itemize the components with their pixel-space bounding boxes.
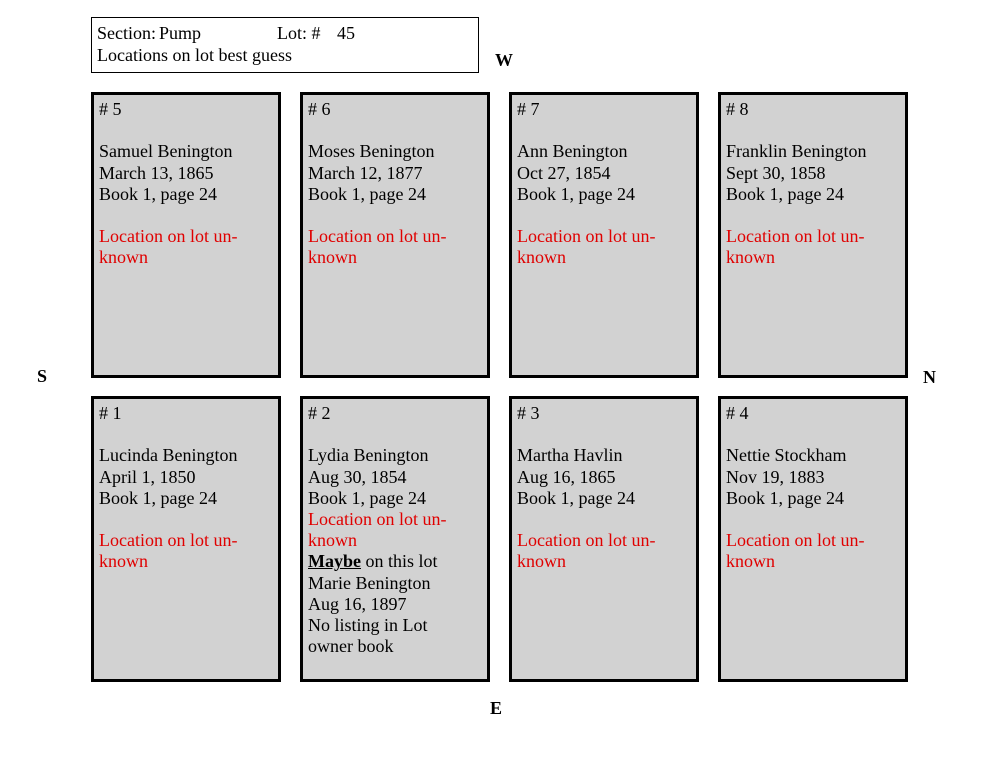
- extra-name: Marie Benington: [308, 572, 431, 593]
- plot-8: [718, 92, 908, 378]
- plot-date: Nov 19, 1883: [726, 466, 825, 487]
- compass-east: E: [490, 698, 503, 718]
- plot-location: Location on lot un-: [517, 530, 656, 551]
- lot-label: Lot: #: [277, 23, 321, 43]
- spacer: [517, 120, 691, 141]
- section-label: Section:: [97, 23, 156, 43]
- plot-name: Moses Benington: [308, 141, 435, 162]
- plot-location-cont: known: [308, 247, 357, 268]
- plot-number: # 3: [517, 403, 540, 423]
- maybe-line: [308, 551, 482, 572]
- plot-7: [509, 92, 699, 378]
- spacer: [308, 120, 482, 141]
- plot-name: Samuel Benington: [99, 141, 233, 162]
- plot-number: # 6: [308, 99, 331, 119]
- maybe-label: Maybe: [308, 551, 361, 572]
- plot-location-cont: known: [726, 551, 775, 572]
- plot-location: Location on lot un-: [308, 509, 447, 529]
- spacer: [308, 205, 482, 226]
- plot-location-cont: known: [308, 530, 357, 551]
- plot-location-cont: known: [99, 551, 148, 572]
- plot-location: Location on lot un-: [726, 530, 865, 551]
- plot-5: [91, 92, 281, 378]
- plot-number: # 8: [726, 99, 749, 119]
- header-subtitle: Locations on lot best guess: [97, 45, 292, 65]
- plot-book: Book 1, page 24: [308, 487, 426, 508]
- spacer: [517, 424, 691, 445]
- plot-2: [300, 396, 490, 682]
- compass-west: W: [495, 50, 513, 70]
- plot-location: Location on lot un-: [308, 226, 447, 247]
- spacer: [726, 120, 900, 141]
- plot-location: Location on lot un-: [517, 226, 656, 247]
- spacer: [99, 205, 273, 226]
- plot-book: Book 1, page 24: [99, 183, 217, 204]
- plot-location-cont: known: [517, 551, 566, 572]
- plot-date: Sept 30, 1858: [726, 162, 826, 183]
- spacer: [517, 509, 691, 530]
- header-line: [97, 22, 473, 44]
- spacer: [99, 120, 273, 141]
- plot-name: Ann Benington: [517, 141, 628, 162]
- plot-location: Location on lot un-: [99, 530, 238, 551]
- plot-location-cont: known: [517, 247, 566, 268]
- spacer: [99, 509, 273, 530]
- plot-number: # 5: [99, 99, 122, 119]
- extra-date: Aug 16, 1897: [308, 593, 407, 614]
- plot-name: Franklin Benington: [726, 141, 867, 162]
- spacer: [99, 424, 273, 445]
- note-line-cont: owner book: [308, 636, 394, 657]
- spacer: [517, 205, 691, 226]
- plot-number: # 1: [99, 403, 122, 423]
- plot-date: March 12, 1877: [308, 162, 423, 183]
- plot-date: Aug 30, 1854: [308, 466, 407, 487]
- lot-value: 45: [337, 23, 355, 43]
- plot-name: Nettie Stockham: [726, 445, 847, 466]
- plot-book: Book 1, page 24: [726, 183, 844, 204]
- plot-3: [509, 396, 699, 682]
- plot-book: Book 1, page 24: [99, 487, 217, 508]
- spacer: [726, 509, 900, 530]
- plot-date: April 1, 1850: [99, 466, 196, 487]
- note-line: No listing in Lot: [308, 615, 428, 636]
- plot-number: # 4: [726, 403, 749, 423]
- compass-north: N: [923, 367, 936, 387]
- spacer: [726, 205, 900, 226]
- plot-book: Book 1, page 24: [517, 183, 635, 204]
- plot-date: March 13, 1865: [99, 162, 214, 183]
- plot-book: Book 1, page 24: [726, 487, 844, 508]
- spacer: [308, 424, 482, 445]
- plot-number: # 2: [308, 403, 331, 423]
- plot-4: [718, 396, 908, 682]
- plot-number: # 7: [517, 99, 540, 119]
- section-value: Pump: [159, 23, 202, 43]
- plot-location-cont: known: [726, 247, 775, 268]
- plot-name: Lucinda Benington: [99, 445, 238, 466]
- plot-book: Book 1, page 24: [517, 487, 635, 508]
- maybe-rest: on this lot: [361, 551, 438, 572]
- compass-south: S: [37, 366, 48, 386]
- plot-date: Aug 16, 1865: [517, 466, 616, 487]
- plot-1: [91, 396, 281, 682]
- plot-location: Location on lot un-: [726, 226, 865, 247]
- header-box: [91, 17, 479, 73]
- plot-location-cont: known: [99, 247, 148, 268]
- plot-name: Lydia Benington: [308, 445, 429, 466]
- plot-date: Oct 27, 1854: [517, 162, 611, 183]
- plot-name: Martha Havlin: [517, 445, 623, 466]
- plot-6: [300, 92, 490, 378]
- spacer: [726, 424, 900, 445]
- plot-book: Book 1, page 24: [308, 183, 426, 204]
- plot-location: Location on lot un-: [99, 226, 238, 247]
